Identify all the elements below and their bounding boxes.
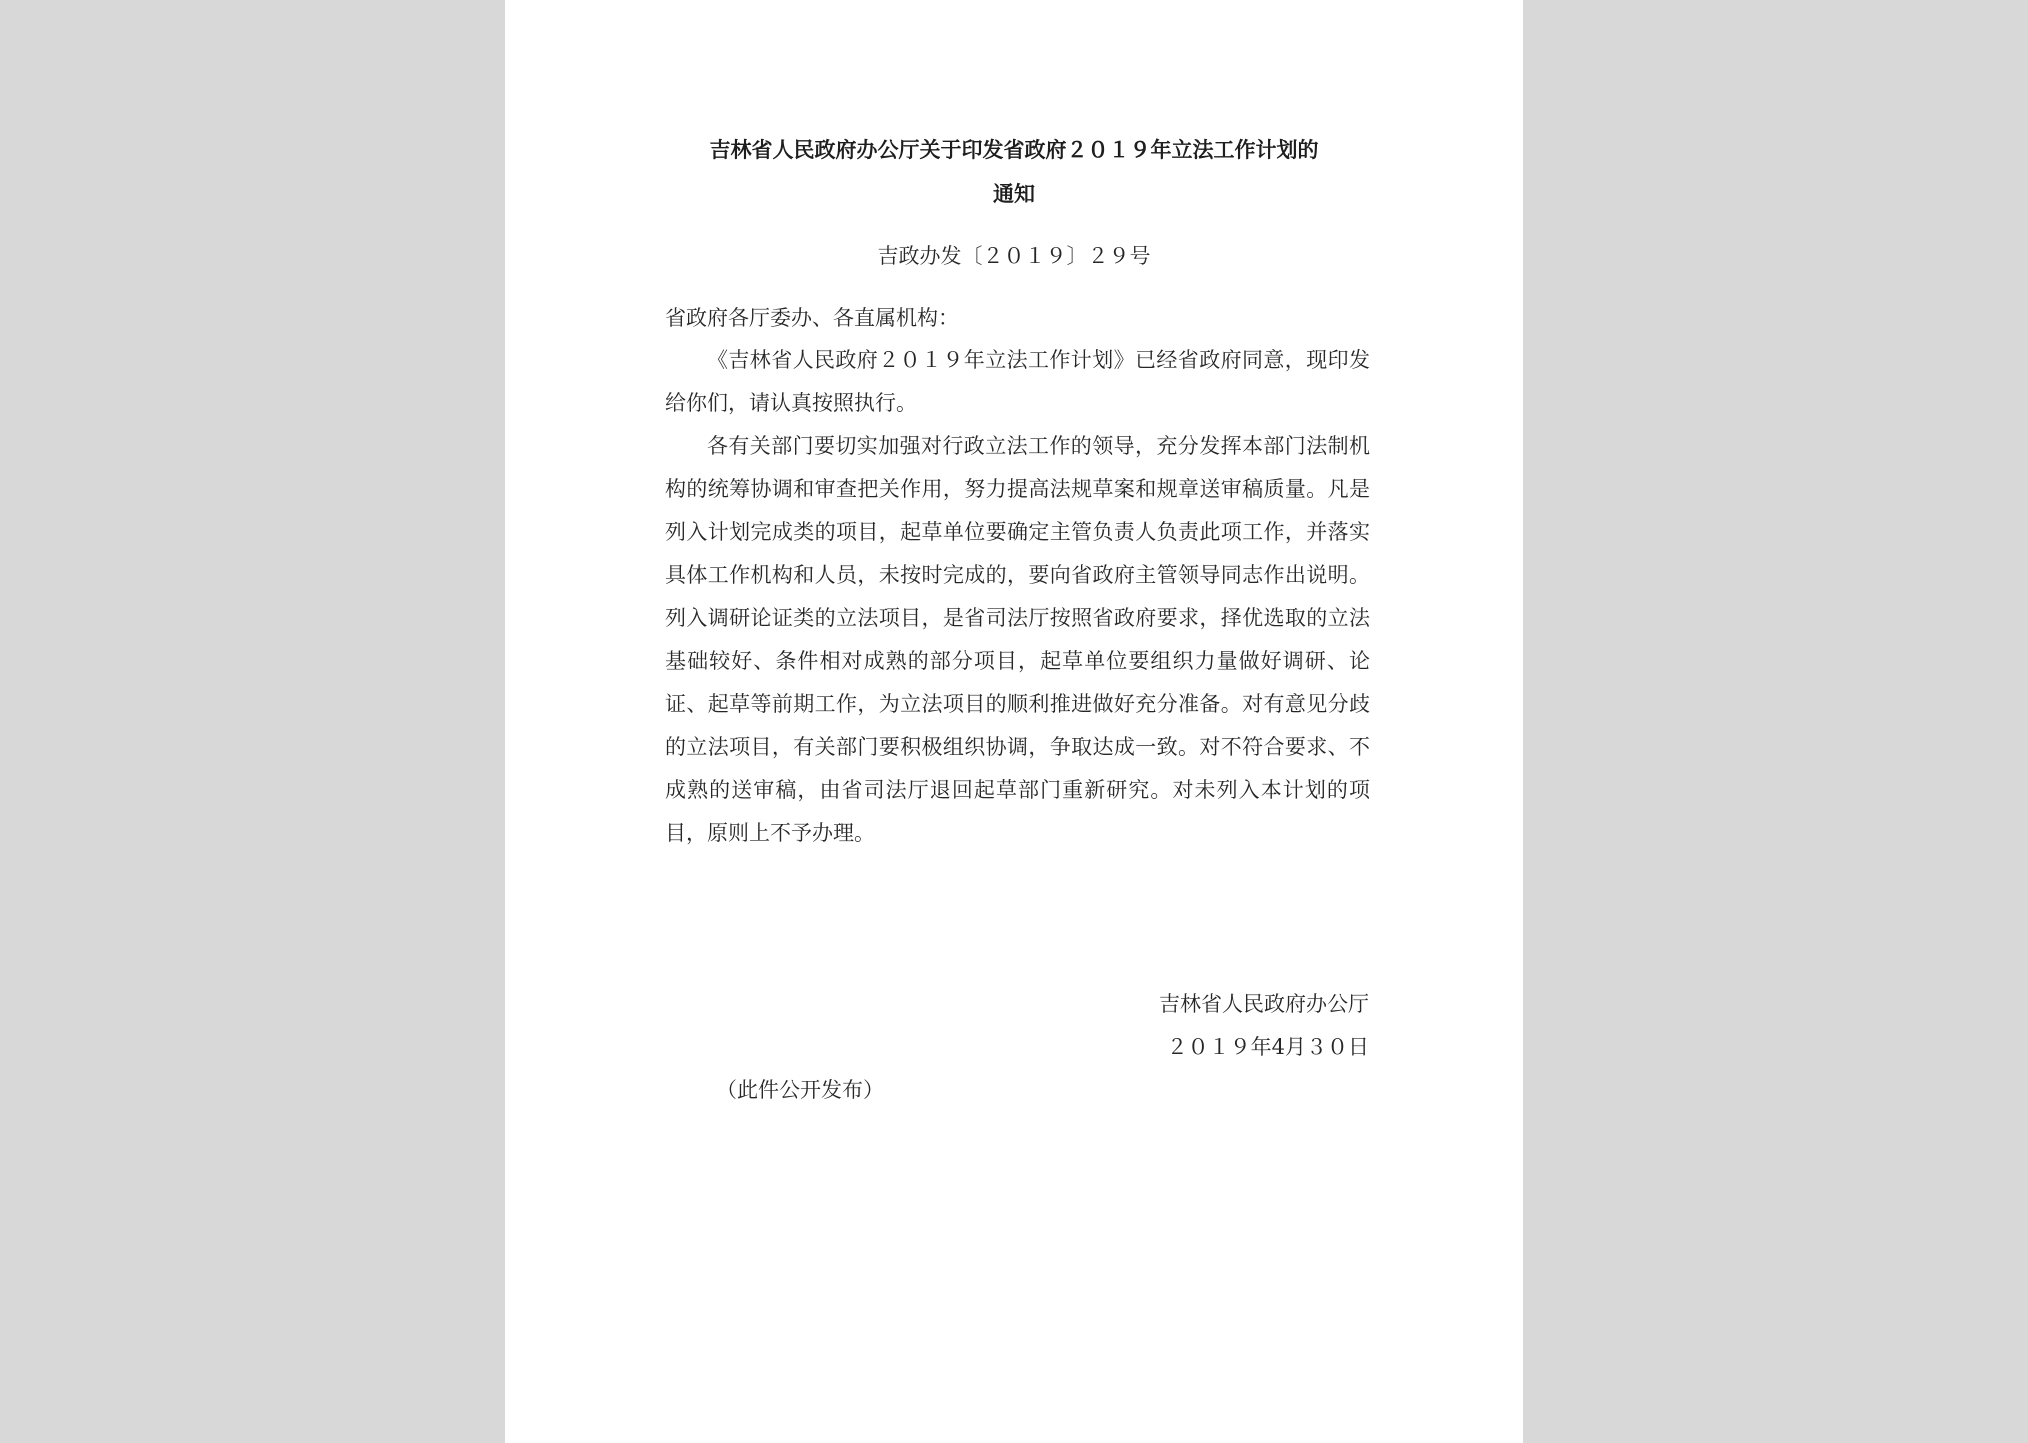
issue-date: ２０１９年4月３０日 [1166,1035,1369,1059]
body-paragraph-2: 各有关部门要切实加强对行政立法工作的领导，充分发挥本部门法制机构的统筹协调和审查把关作用，努力提高法规草案和规章送审稿质量。凡是列入计划完成类的项目，起草单位要确定主管负责人负责此项工作，并落实具体工作机构和人员，未按时完成的，要向省政府主管领导同志作出说明。列入调研论证类的立法项目，是省司法厅按照省政府要求，择优选取的立法基础较好、条件相对成熟的部分项目，起草单位要组织力量做好调研、论证、起草等前期工作，为立法项目的顺利推进做好充分准备。对有意见分歧的立法项目，有关部门要积极组织协调，争取达成一致。对不符合要求、不成熟的送审稿，由省司法厅退回起草部门重新研究。对未列入本计划的项目，原则上不予办理。 [665,434,1370,845]
publication-note: （此件公开发布） [716,1078,884,1102]
body-paragraph-1: 《吉林省人民政府２０１９年立法工作计划》已经省政府同意，现印发给你们，请认真按照执行。 [665,348,1370,415]
document-title-line1: 吉林省人民政府办公厅关于印发省政府２０１９年立法工作计划的 [709,138,1319,162]
issuer-signature: 吉林省人民政府办公厅 [1159,992,1369,1016]
addressee: 省政府各厅委办、各直属机构： [665,306,959,330]
document-title-line2: 通知 [993,182,1035,206]
document-page [505,0,1523,1443]
document-number: 吉政办发〔２０１９〕２９号 [877,244,1151,268]
